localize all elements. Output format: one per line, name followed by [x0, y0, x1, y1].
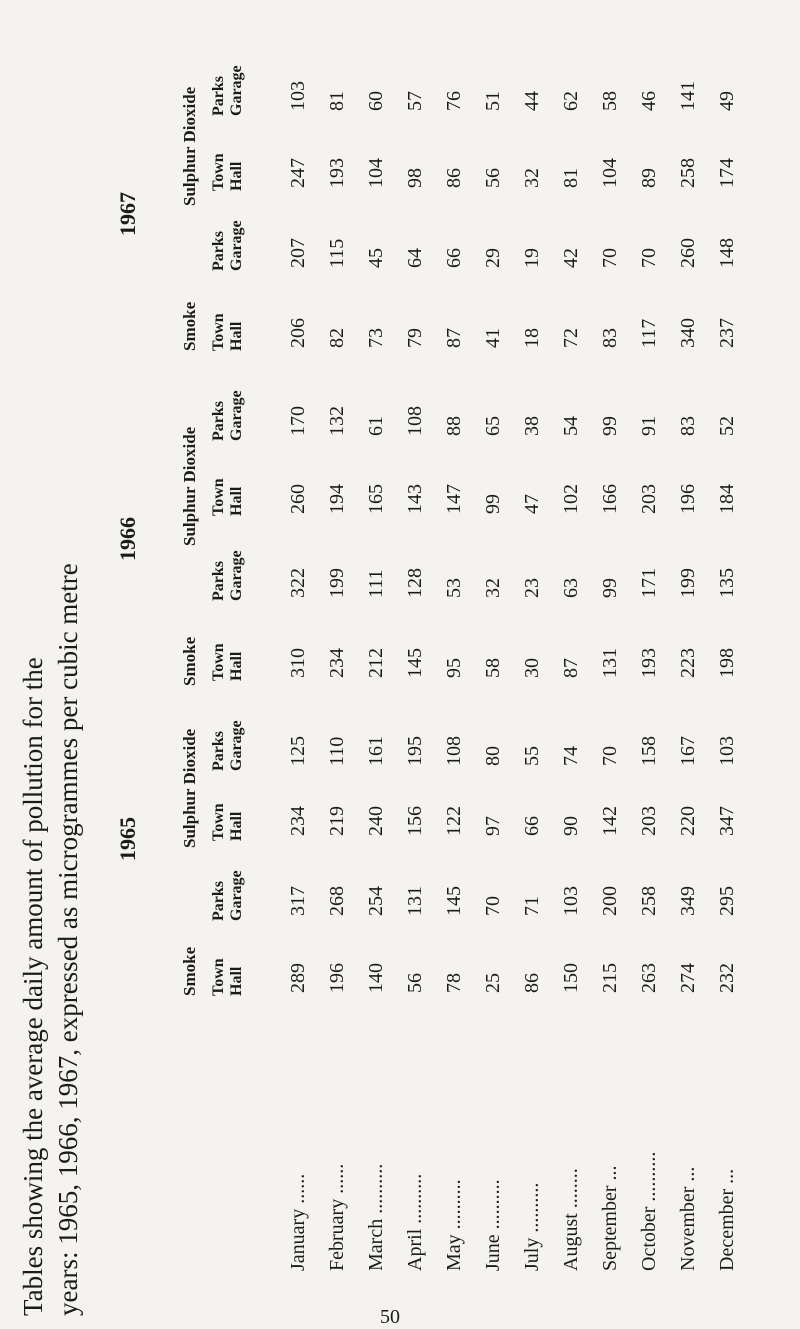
table-cell: 199	[326, 568, 348, 598]
table-cell: 19	[521, 248, 543, 268]
group-smoke-1966: Smoke	[180, 636, 199, 686]
table-cell: 161	[365, 736, 387, 766]
table-cell: 63	[560, 578, 582, 598]
group-headings	[180, 0, 204, 1326]
table-cell: 104	[365, 158, 387, 188]
table-cell: 103	[287, 81, 309, 111]
table-cell: 81	[560, 168, 582, 188]
table-cell: 72	[560, 328, 582, 348]
month-row: April ..........	[404, 1173, 426, 1271]
table-cell: 73	[365, 328, 387, 348]
table-cell: 55	[521, 746, 543, 766]
table-cell: 89	[638, 168, 660, 188]
table-cell: 76	[443, 91, 465, 111]
table-cell: 167	[677, 736, 699, 766]
month-row: January ......	[287, 1173, 309, 1271]
table-cell: 56	[404, 973, 426, 993]
table-cell: 274	[677, 963, 699, 993]
table-cell: 203	[638, 484, 660, 514]
table-cell: 193	[326, 158, 348, 188]
table-cell: 66	[521, 816, 543, 836]
table-cell: 60	[365, 91, 387, 111]
table-cell: 49	[716, 91, 738, 111]
table-cell: 156	[404, 806, 426, 836]
month-row: October ..........	[638, 1151, 660, 1271]
table-cell: 62	[560, 91, 582, 111]
table-cell: 61	[365, 416, 387, 436]
title-line-1: Tables showing the average daily amount of pollution for the	[18, 657, 48, 1316]
month-row: July ..........	[521, 1182, 543, 1271]
table-cell: 99	[482, 494, 504, 514]
table-cell: 32	[521, 168, 543, 188]
table-cell: 86	[521, 973, 543, 993]
group-so2-1967: Sulphur Dioxide	[180, 86, 199, 206]
table-cell: 70	[482, 896, 504, 916]
table-cell: 223	[677, 648, 699, 678]
table-cell: 88	[443, 416, 465, 436]
group-so2-1966: Sulphur Dioxide	[180, 426, 199, 546]
table-cell: 131	[404, 886, 426, 916]
table-cell: 268	[326, 886, 348, 916]
col-head-1965-smoke-parks: Parks Garage	[210, 870, 246, 921]
month-row: December ...	[716, 1168, 738, 1271]
table-cell: 95	[443, 658, 465, 678]
year-heading-1965: 1965	[115, 817, 140, 861]
table-cell: 141	[677, 81, 699, 111]
table-cell: 170	[287, 406, 309, 436]
col-head-1967-so2-parks: Parks Garage	[210, 65, 246, 116]
table-cell: 310	[287, 648, 309, 678]
table-cell: 220	[677, 806, 699, 836]
table-cell: 70	[599, 248, 621, 268]
table-cell: 82	[326, 328, 348, 348]
month-row: May ..........	[443, 1179, 465, 1271]
table-cell: 184	[716, 484, 738, 514]
table-cell: 165	[365, 484, 387, 514]
table-cell: 57	[404, 91, 426, 111]
table-cell: 258	[638, 886, 660, 916]
year-headings	[115, 0, 145, 1326]
month-row: November ...	[677, 1166, 699, 1271]
table-cell: 66	[443, 248, 465, 268]
table-cell: 70	[638, 248, 660, 268]
table-cell: 108	[404, 406, 426, 436]
table-cell: 145	[443, 886, 465, 916]
table-cell: 41	[482, 328, 504, 348]
table-cell: 79	[404, 328, 426, 348]
table-cell: 70	[599, 746, 621, 766]
col-head-1966-smoke-town: Town Hall	[210, 643, 246, 681]
col-head-1967-smoke-town: Town Hall	[210, 313, 246, 351]
table-cell: 247	[287, 158, 309, 188]
table-cell: 142	[599, 806, 621, 836]
title-line-2: years: 1965, 1966, 1967, expressed as microgrammes per cubic metre	[53, 563, 83, 1316]
table-cell: 46	[638, 91, 660, 111]
table-cell: 71	[521, 896, 543, 916]
table-cell: 206	[287, 318, 309, 348]
table-cell: 193	[638, 648, 660, 678]
table-cell: 90	[560, 816, 582, 836]
month-row: March ..........	[365, 1163, 387, 1271]
table-cell: 58	[599, 91, 621, 111]
table-cell: 143	[404, 484, 426, 514]
col-head-1967-so2-town: Town Hall	[210, 153, 246, 191]
col-head-1967-smoke-parks: Parks Garage	[210, 220, 246, 271]
table-cell: 200	[599, 886, 621, 916]
table-cell: 237	[716, 318, 738, 348]
table-cell: 125	[287, 736, 309, 766]
col-head-1965-smoke-town: Town Hall	[210, 958, 246, 996]
table-cell: 81	[326, 91, 348, 111]
table-cell: 234	[326, 648, 348, 678]
month-row: September ...	[599, 1165, 621, 1271]
col-head-1965-so2-town: Town Hall	[210, 803, 246, 841]
table-cell: 135	[716, 568, 738, 598]
col-head-1966-smoke-parks: Parks Garage	[210, 550, 246, 601]
year-heading-1966: 1966	[115, 517, 140, 561]
table-cell: 289	[287, 963, 309, 993]
table-cell: 234	[287, 806, 309, 836]
column-headings	[210, 0, 270, 1326]
table-cell: 131	[599, 648, 621, 678]
table-cell: 42	[560, 248, 582, 268]
table-cell: 25	[482, 973, 504, 993]
table-cell: 102	[560, 484, 582, 514]
table-cell: 104	[599, 158, 621, 188]
table-cell: 99	[599, 578, 621, 598]
table-cell: 132	[326, 406, 348, 436]
table-cell: 23	[521, 578, 543, 598]
table-cell: 111	[365, 569, 387, 598]
col-head-1966-so2-town: Town Hall	[210, 478, 246, 516]
table-cell: 103	[716, 736, 738, 766]
table-cell: 295	[716, 886, 738, 916]
table-cell: 78	[443, 973, 465, 993]
table-cell: 108	[443, 736, 465, 766]
month-labels	[287, 1011, 755, 1271]
table-cell: 32	[482, 578, 504, 598]
table-cell: 198	[716, 648, 738, 678]
table-cell: 140	[365, 963, 387, 993]
table-cell: 91	[638, 416, 660, 436]
table-cell: 117	[638, 318, 660, 348]
table-cell: 199	[677, 568, 699, 598]
table-cell: 44	[521, 91, 543, 111]
table-cell: 99	[599, 416, 621, 436]
table-cell: 150	[560, 963, 582, 993]
table-cell: 340	[677, 318, 699, 348]
table-cell: 240	[365, 806, 387, 836]
table-cell: 56	[482, 168, 504, 188]
table-cell: 219	[326, 806, 348, 836]
table-cell: 260	[287, 484, 309, 514]
table-cell: 87	[560, 658, 582, 678]
table-cell: 115	[326, 238, 348, 268]
table-cell: 158	[638, 736, 660, 766]
table-cell: 145	[404, 648, 426, 678]
table-cell: 258	[677, 158, 699, 188]
table-cell: 166	[599, 484, 621, 514]
table-cell: 207	[287, 238, 309, 268]
table-cell: 45	[365, 248, 387, 268]
table-cell: 83	[677, 416, 699, 436]
table-cell: 80	[482, 746, 504, 766]
group-smoke-1965: Smoke	[180, 946, 199, 996]
table-cell: 128	[404, 568, 426, 598]
table-cell: 195	[404, 736, 426, 766]
col-head-1965-so2-parks: Parks Garage	[210, 720, 246, 771]
table-cell: 65	[482, 416, 504, 436]
table-cell: 263	[638, 963, 660, 993]
table-cell: 83	[599, 328, 621, 348]
table-cell: 196	[326, 963, 348, 993]
table-cell: 171	[638, 568, 660, 598]
table-cell: 58	[482, 658, 504, 678]
table-title	[20, 563, 82, 1316]
table-cell: 194	[326, 484, 348, 514]
table-cell: 110	[326, 736, 348, 766]
table-cell: 51	[482, 91, 504, 111]
table-cell: 122	[443, 806, 465, 836]
table-cell: 174	[716, 158, 738, 188]
table-cell: 47	[521, 494, 543, 514]
table-cell: 29	[482, 248, 504, 268]
table-cell: 30	[521, 658, 543, 678]
year-heading-1967: 1967	[115, 192, 140, 236]
table-cell: 322	[287, 568, 309, 598]
table-cell: 232	[716, 963, 738, 993]
col-head-1966-so2-parks: Parks Garage	[210, 390, 246, 441]
table-cell: 53	[443, 578, 465, 598]
table-cell: 317	[287, 886, 309, 916]
table-cell: 54	[560, 416, 582, 436]
table-cell: 87	[443, 328, 465, 348]
table-cell: 18	[521, 328, 543, 348]
group-so2-1965: Sulphur Dioxide	[180, 728, 199, 848]
table-cell: 215	[599, 963, 621, 993]
table-cell: 147	[443, 484, 465, 514]
table-cell: 98	[404, 168, 426, 188]
table-cell: 347	[716, 806, 738, 836]
table-cell: 254	[365, 886, 387, 916]
table-cell: 260	[677, 238, 699, 268]
month-row: February ......	[326, 1163, 348, 1271]
table-cell: 103	[560, 886, 582, 916]
page-number: 50	[380, 1306, 400, 1328]
month-row: August ........	[560, 1168, 582, 1271]
table-cell: 86	[443, 168, 465, 188]
group-smoke-1967: Smoke	[180, 301, 199, 351]
table-cell: 203	[638, 806, 660, 836]
table-cell: 148	[716, 238, 738, 268]
table-cell: 196	[677, 484, 699, 514]
table-cell: 212	[365, 648, 387, 678]
table-cell: 64	[404, 248, 426, 268]
table-cell: 74	[560, 746, 582, 766]
table-cell: 38	[521, 416, 543, 436]
table-cell: 52	[716, 416, 738, 436]
month-row: June ..........	[482, 1179, 504, 1271]
table-cell: 97	[482, 816, 504, 836]
table-cell: 349	[677, 886, 699, 916]
